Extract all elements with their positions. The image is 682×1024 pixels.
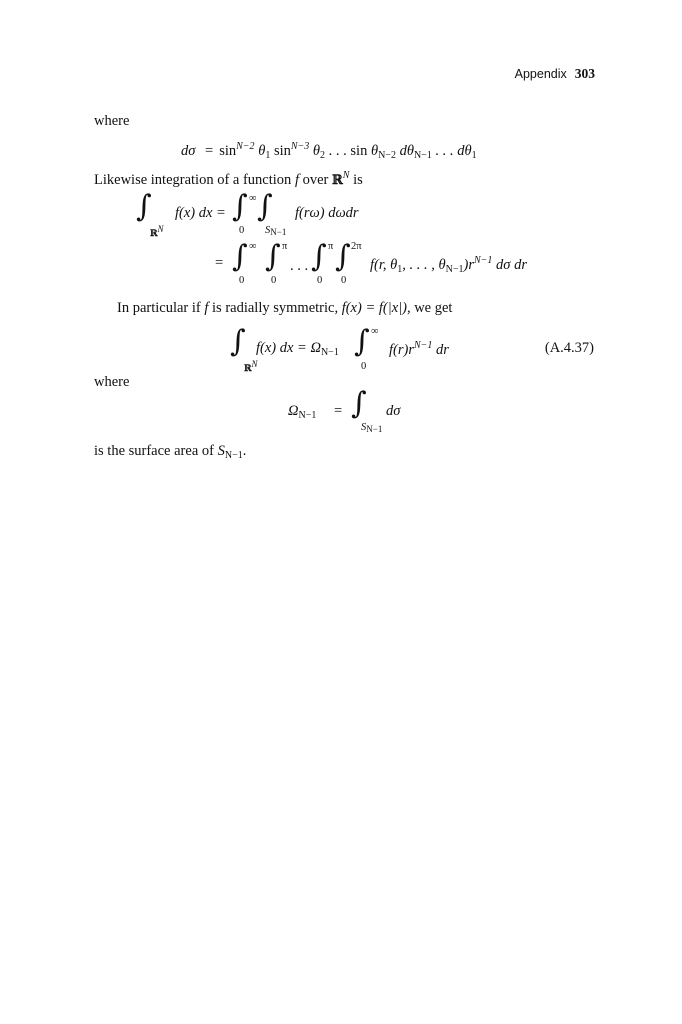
integral-sign: ∫ bbox=[335, 239, 351, 274]
integral-sign: ∫ bbox=[257, 189, 273, 224]
integral-sign: ∫ bbox=[232, 189, 248, 224]
domain-sub: N−1 bbox=[366, 424, 383, 434]
eq-equals: = bbox=[215, 255, 224, 271]
text-symbol-R: ℝ bbox=[331, 173, 343, 188]
lhs-run: f(x) dx = Ω bbox=[256, 340, 321, 356]
paragraph-where: where bbox=[94, 113, 130, 129]
domain-sup: N bbox=[251, 359, 258, 369]
body-sup: N−1 bbox=[413, 340, 433, 351]
integral-body bbox=[370, 255, 527, 275]
integral-domain bbox=[150, 224, 164, 239]
domain-R: ℝ bbox=[244, 364, 252, 374]
integral-sign: ∫ bbox=[351, 386, 367, 421]
integral-upper: π bbox=[282, 241, 288, 252]
running-header bbox=[515, 66, 595, 82]
eq-equals: = bbox=[334, 403, 343, 419]
page-number: 303 bbox=[574, 66, 595, 81]
eq-sub: 2 bbox=[320, 150, 326, 161]
text-run: . bbox=[242, 443, 247, 459]
integral-sign: ∫ bbox=[136, 189, 152, 224]
body-run: f(r, θ bbox=[370, 257, 398, 273]
integral-upper: ∞ bbox=[249, 193, 257, 204]
integral-lower: 0 bbox=[271, 275, 277, 286]
equation-number: (A.4.37) bbox=[544, 340, 594, 356]
domain-sup: N bbox=[157, 224, 164, 234]
text-run: over bbox=[298, 172, 332, 188]
eq-theta: θ bbox=[370, 143, 379, 159]
domain-R: ℝ bbox=[150, 229, 158, 239]
eq-sin: sin bbox=[270, 143, 291, 159]
body-run: f(r)r bbox=[389, 342, 414, 358]
eq-lhs: dσ bbox=[181, 143, 196, 159]
integral-sign: ∫ bbox=[354, 324, 370, 359]
section-label: Appendix bbox=[514, 67, 567, 81]
lhs-sub: N−1 bbox=[298, 410, 317, 421]
integral-sign: ∫ bbox=[311, 239, 327, 274]
paragraph-surface-area bbox=[94, 443, 246, 461]
paragraph-in-particular bbox=[117, 300, 452, 317]
integral-body bbox=[389, 340, 449, 359]
text-run: is bbox=[349, 172, 363, 188]
integral-lower: 0 bbox=[239, 275, 245, 286]
eq-sub: 1 bbox=[471, 150, 477, 161]
integral-domain bbox=[361, 422, 382, 434]
integral-sign: ∫ bbox=[230, 324, 246, 359]
text-run: In particular if bbox=[117, 300, 201, 316]
eq-dtheta: dθ bbox=[395, 143, 414, 159]
eq-sub: 1 bbox=[265, 150, 271, 161]
eq-dots: . . . bbox=[290, 258, 309, 274]
integral-upper: π bbox=[328, 241, 334, 252]
eq-sup: N−2 bbox=[236, 141, 255, 152]
integral-lower: 0 bbox=[239, 225, 245, 236]
integral-domain bbox=[244, 359, 258, 374]
integral-domain bbox=[265, 225, 286, 237]
text-symbol-S: S bbox=[217, 443, 225, 459]
eq-sin: sin bbox=[219, 143, 237, 159]
body-sub: 1 bbox=[397, 264, 403, 275]
body-sup: N−1 bbox=[474, 255, 493, 266]
domain-S: S bbox=[265, 225, 271, 236]
integral-upper: 2π bbox=[351, 241, 362, 252]
lhs-sub: N−1 bbox=[320, 347, 339, 358]
domain-sub: N−1 bbox=[270, 227, 287, 237]
body-run: , . . . , θ bbox=[402, 257, 446, 273]
paragraph-where: where bbox=[94, 374, 130, 390]
text-symbol-f: f bbox=[294, 172, 299, 188]
equation-dsigma bbox=[181, 141, 477, 161]
integral-body: f(rω) dωdr bbox=[295, 205, 359, 221]
integral-sign: ∫ bbox=[265, 239, 281, 274]
eq-dots: . . . sin bbox=[325, 143, 371, 159]
text-run: is radially symmetric, bbox=[208, 300, 339, 316]
integral-body: dσ bbox=[386, 403, 401, 419]
eq-theta: θ bbox=[312, 143, 321, 159]
lhs-run: Ω bbox=[288, 403, 299, 419]
body-sub: N−1 bbox=[445, 264, 464, 275]
body-run: dr bbox=[432, 342, 449, 358]
integral-sign: ∫ bbox=[232, 239, 248, 274]
integral-lower: 0 bbox=[317, 275, 323, 286]
integral-lower: 0 bbox=[341, 275, 347, 286]
integral-lhs bbox=[256, 340, 339, 358]
text-sub: N−1 bbox=[224, 450, 243, 461]
eq-theta: θ bbox=[258, 143, 266, 159]
text-symbol-f: f bbox=[204, 300, 209, 316]
eq-equals: = bbox=[205, 143, 214, 159]
paragraph-likewise bbox=[94, 170, 363, 189]
integral-upper: ∞ bbox=[371, 326, 379, 337]
eq-dtheta: . . . dθ bbox=[431, 143, 472, 159]
text-sup-N: N bbox=[342, 170, 350, 181]
integral-lhs: f(x) dx = bbox=[175, 205, 226, 221]
text-run: , we get bbox=[406, 300, 453, 316]
body-run: )r bbox=[463, 257, 474, 273]
body-run: dσ dr bbox=[492, 257, 527, 273]
domain-S: S bbox=[361, 422, 367, 433]
text-run: Likewise integration of a function bbox=[94, 172, 292, 188]
text-run: is the surface area of bbox=[94, 443, 218, 459]
eq-sub: N−2 bbox=[378, 150, 396, 161]
eq-sub: N−1 bbox=[413, 150, 432, 161]
eq-sup: N−3 bbox=[290, 141, 310, 152]
omega-lhs bbox=[288, 403, 316, 421]
integral-lower: 0 bbox=[361, 361, 367, 372]
integral-upper: ∞ bbox=[249, 241, 257, 252]
text-formula: f(x) = f(|x|) bbox=[341, 300, 407, 316]
